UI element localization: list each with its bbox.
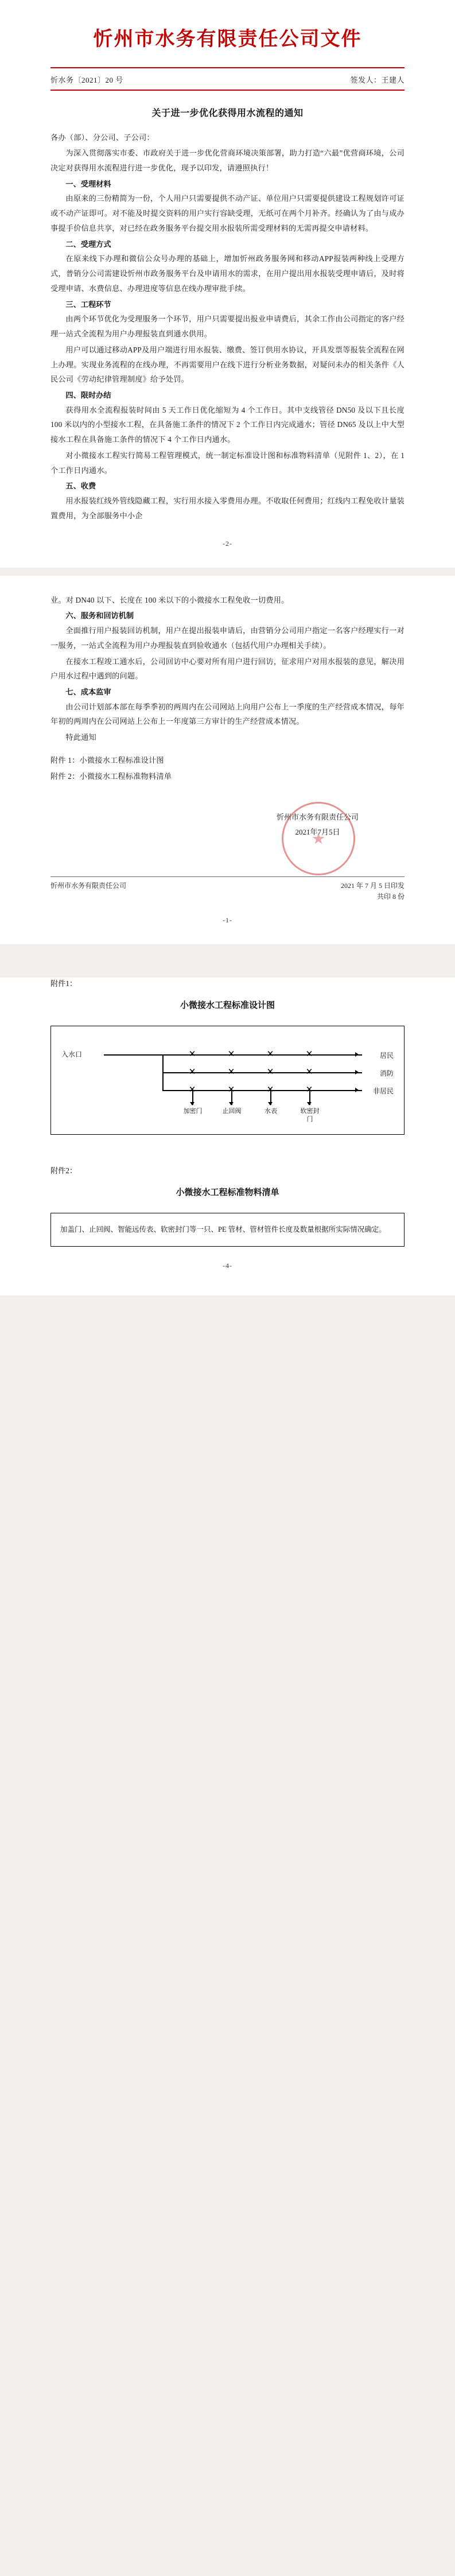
page-number-1: -2- xyxy=(223,539,232,548)
diagram-canvas xyxy=(59,1038,396,1124)
footer-issuer: 忻州市水务有限责任公司 xyxy=(50,882,127,890)
page-title: 忻州市水务有限责任公司文件 xyxy=(93,29,362,50)
seal-date: 2021年7月5日 xyxy=(295,828,340,837)
valve-icon-5: ✕ xyxy=(188,1068,196,1077)
seal-block xyxy=(50,797,405,866)
valve-icon-9: ✕ xyxy=(188,1085,196,1095)
diagram-arrow-right-3 xyxy=(355,1088,359,1092)
valve-icon-12: ✕ xyxy=(305,1085,313,1095)
paragraph-7: 用户可以通过移动APP及用户端进行用水报装、缴费、签订供用水协议，开具发票等报装全流程在网上办理。实现业务流程的在线办理，不再需要用户在线下进行分析业务数据，对疑问未办的相关条件《人民公司《劳动纪律管理制度》给予处罚。 xyxy=(50,345,405,384)
paragraph-19: 特此通知 xyxy=(65,733,96,742)
attachment-note-2: 附件 2：小微接水工程标准物料清单 xyxy=(50,771,172,781)
diagram-label-seal-valve: 加密门 xyxy=(183,1108,203,1115)
paragraph-13: 业。对 DN40 以下、长度在 100 米以下的小微接水工程免收一切费用。 xyxy=(50,595,289,604)
material-list-box xyxy=(50,1213,405,1247)
attachment-note-1: 附件 1：小微接水工程标准设计图 xyxy=(50,755,164,765)
salutation: 各办（部）、分公司、子公司： xyxy=(50,133,154,142)
valve-icon-4: ✕ xyxy=(305,1050,313,1060)
diagram-arrow-right-2 xyxy=(355,1070,359,1074)
paragraph-15: 全面推行用户报装回访机制，用户在提出报装申请后，由营销分公司用户指定一名客户经理实行一对一服务，一站式全流程为用户办理报装直到验收通水（包括代用户办理相关手续）。 xyxy=(50,626,405,650)
paragraph-18: 由公司计划部本部在每季季初的两周内在公司网站上向用户公布上一季度的生产经营成本情况，每年年初的两周内在公司网站上公布上一年度第三方审计的生产经营成本情况。 xyxy=(50,702,405,726)
page-separator-2 xyxy=(0,944,455,952)
page-separator-1 xyxy=(0,568,455,576)
diagram-label-water-meter: 水表 xyxy=(265,1108,277,1115)
paragraph-10: 对小微接水工程实行简易工程管理模式，统一制定标准设计图和标准物料清单（见附件 1、2），在 1 个工作日内通水。 xyxy=(50,451,405,475)
section-heading-6: 六、服务和回访机制 xyxy=(65,611,134,620)
footer-copies: 共印 8 份 xyxy=(376,893,405,901)
section-heading-1: 一、受理材料 xyxy=(65,179,111,188)
paragraph-0: 为深入贯彻落实市委、市政府关于进一步优化营商环境决策部署，助力打造“六最”优营商环境，公司决定对获得用水流程进行进一步优化，现予以印发，请遵照执行！ xyxy=(50,149,405,172)
diagram-riser-line xyxy=(162,1054,164,1091)
page-number-2: -1- xyxy=(223,916,232,925)
doc-number: 忻水务〔2021〕20 号 xyxy=(50,75,123,84)
valve-icon-10: ✕ xyxy=(227,1085,235,1095)
diagram-arrow-down-3 xyxy=(268,1102,273,1105)
valve-icon-8: ✕ xyxy=(305,1068,313,1077)
footer-row xyxy=(50,877,405,890)
section-heading-3: 三、工程环节 xyxy=(65,300,111,309)
paragraph-12: 用水报装红线外管线隐藏工程，实行用水接入零费用办理。不收取任何费用；红线内工程免收计量装置费用，为全部服务中小企 xyxy=(50,496,405,520)
paragraph-2: 由原来的三份精简为一份，个人用户只需要提供不动产证、单位用户只需要提供建设工程规划许可证或不动产证即可。对不能及时提交资料的用户实行容缺受理，无纸可在两个月补齐。经确认为了由与成办事提手价信息共享，对已经在政务服务平台提交用水报装所需受理材料的无需再提交申请材料。 xyxy=(50,194,405,232)
document-page-1 xyxy=(0,0,455,568)
seal-org: 忻州市水务有限责任公司 xyxy=(276,813,359,822)
diagram-inlet-label: 入水口 xyxy=(61,1050,83,1059)
paragraph-9: 获得用水全流程报装时间由 5 天工作日优化缩短为 4 个工作日。其中支线管径 DN50 及以下且长度 100 米以内的小型接水工程，在具备施工条件的情况下 2 个工作日内完成通水；管径 DN65 及以上中大型接水工程在具备施工条件的情况下 4 个工作日内通水。 xyxy=(50,405,405,444)
section-heading-7: 七、成本监审 xyxy=(65,688,111,696)
document-title: 关于进一步优化获得用水流程的通知 xyxy=(151,108,304,118)
diagram-label-soft-seal-valve: 软密封门 xyxy=(300,1108,320,1123)
material-list-items: 加盖门、止回阀、智能远传表、软密封门等一只、PE 管材、管材管件长度及数量根据所实际情况确定。 xyxy=(60,1225,386,1234)
valve-icon-7: ✕ xyxy=(266,1068,274,1077)
diagram-label-residential: 居民 xyxy=(379,1052,394,1060)
doc-signer: 签发人：王建人 xyxy=(350,75,405,84)
document-page-2 xyxy=(0,576,455,945)
header-red-rule xyxy=(50,90,405,91)
diagram-label-check-valve: 止回阀 xyxy=(222,1108,242,1115)
section-heading-5: 五、收费 xyxy=(65,482,96,491)
attachment-1-label: 附件1： xyxy=(50,979,77,988)
valve-icon-6: ✕ xyxy=(227,1068,235,1077)
seal-text xyxy=(277,810,359,840)
paragraph-16: 在接水工程竣工通水后，公司回访中心要对所有用户进行回访，征求用户对用水报装的意见，解决用户用水过程中遇到的问题。 xyxy=(50,657,405,681)
section-heading-2: 二、受理方式 xyxy=(65,239,111,249)
diagram-arrow-down-1 xyxy=(190,1102,195,1105)
document-page-3 xyxy=(0,977,455,1295)
masthead xyxy=(50,0,405,68)
attachment-1-title: 小微接水工程标准设计图 xyxy=(180,1001,275,1011)
diagram-label-fire: 消防 xyxy=(379,1069,394,1078)
paragraph-4: 在原来线下办理和微信公众号办理的基础上，增加忻州政务服务网和移动APP报装两种线上受理方式，普销分公司需建设忻州市政务服务平台及申请用水的需求，在用户提出用水报装受理申请后，及时将受理申请、水费信息、办理进度等信息在线办理审批手续。 xyxy=(50,254,405,293)
valve-icon-3: ✕ xyxy=(266,1050,274,1060)
attachment-2-label: 附件2： xyxy=(50,1166,77,1176)
diagram-arrow-down-2 xyxy=(229,1102,234,1105)
doc-meta-row xyxy=(50,68,405,85)
paragraph-6: 由两个环节优化为受理服务一个环节，用户只需要提出报业申请费后，其余工作由公司指定的客户经理一站式全流程为用户办理报装直到通水供用。 xyxy=(50,315,405,339)
section-heading-4: 四、限时办结 xyxy=(65,390,111,399)
diagram-arrow-right-1 xyxy=(355,1052,359,1057)
standard-design-diagram xyxy=(50,1026,405,1135)
page-number-3: -4- xyxy=(223,1262,232,1270)
valve-icon-1: ✕ xyxy=(188,1050,196,1060)
valve-icon-11: ✕ xyxy=(266,1085,274,1095)
diagram-arrow-down-4 xyxy=(307,1102,312,1105)
attachment-2-title: 小微接水工程标准物料清单 xyxy=(176,1188,279,1198)
valve-icon-2: ✕ xyxy=(227,1050,235,1060)
diagram-label-nonresidential: 非居民 xyxy=(372,1087,394,1096)
footer-print-date: 2021 年 7 月 5 日印发 xyxy=(340,882,405,890)
